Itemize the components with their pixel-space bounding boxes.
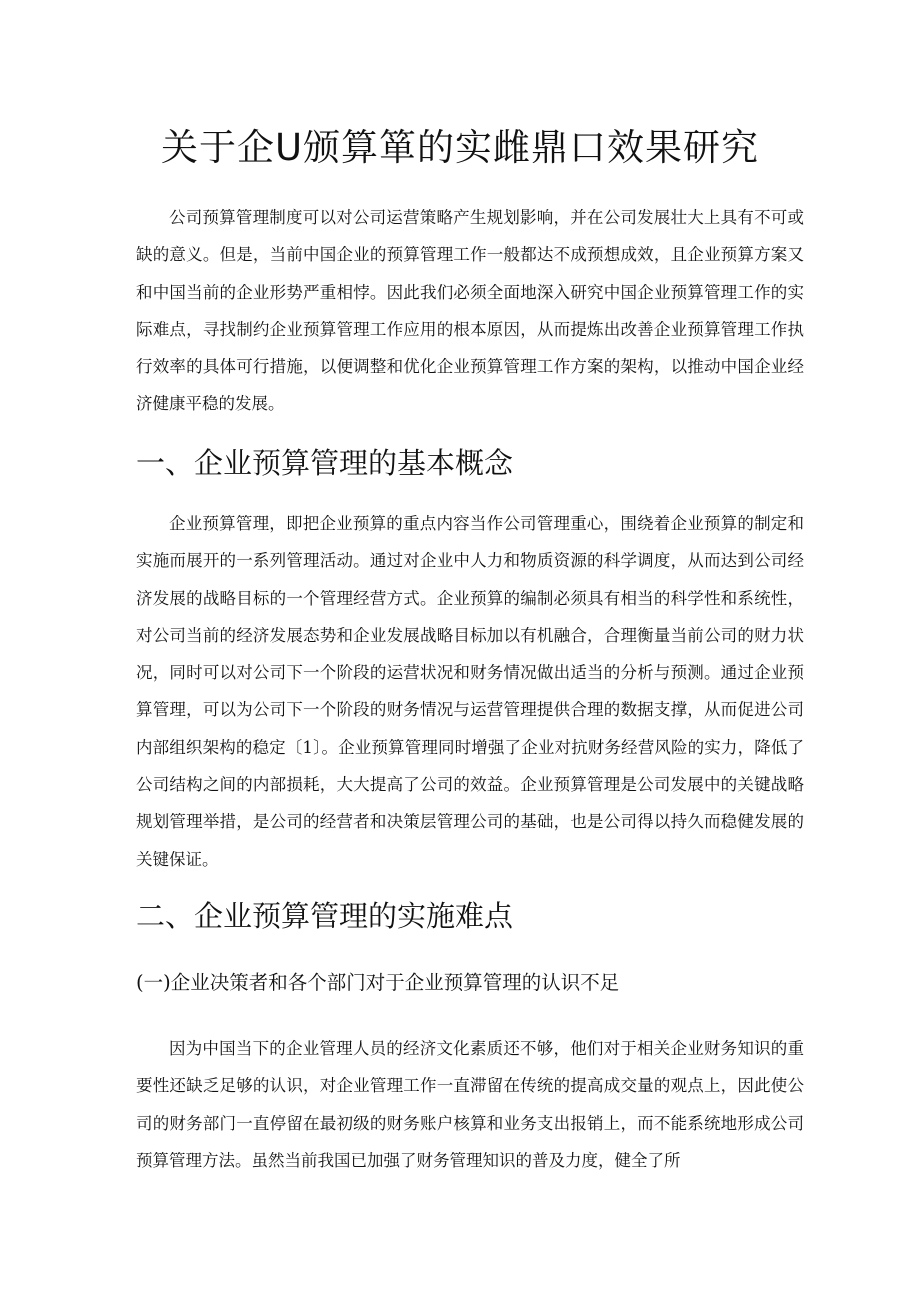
document-title: 关于企U颁算箪的实雌鼎口效果研究 <box>160 126 760 169</box>
section-paragraph-basic-concept: 企业预算管理，即把企业预算的重点内容当作公司管理重心，围绕着企业预算的制定和实施而展开的一系列管理活动。通过对企业中人力和物质资源的科学调度，从而达到公司经济发展的战略目标的一个管理经营方式。企业预算的编制必须具有相当的科学性和系统性，对公司当前的经济发展态势和企业发展战略目标加以有机融合，合理衡量当前公司的财力状况，同时可以对公司下一个阶段的运营状况和财务情况做出适当的分析与预测。通过企业预算管理，可以为公司下一个阶段的财务情况与运营管理提供合理的数据支撑，从而促进公司内部组织架构的稳定〔1〕。企业预算管理同时增强了企业对抗财务经营风险的实力，降低了公司结构之间的内部损耗，大大提高了公司的效益。企业预算管理是公司发展中的关键战略规划管理举措，是公司的经营者和决策层管理公司的基础，也是公司得以持久而稳健发展的关键保证。 <box>136 514 804 869</box>
subsection-heading-insufficient-awareness: (一)企业决策者和各个部门对于企业预算管理的认识不足 <box>136 971 620 994</box>
section-heading-basic-concept: 一、企业预算管理的基本概念 <box>136 446 514 480</box>
section-heading-implementation-difficulties: 二、企业预算管理的实施难点 <box>136 899 514 933</box>
intro-paragraph: 公司预算管理制度可以对公司运营策略产生规划影响，并在公司发展壮大上具有不可或缺的意义。但是，当前中国企业的预算管理工作一般都达不成预想成效，且企业预算方案又和中国当前的企业形势严重相悖。因此我们必须全面地深入研究中国企业预算管理工作的实际难点，寻找制约企业预算管理工作应用的根本原因，从而提炼出改善企业预算管理工作执行效率的具体可行措施，以便调整和优化企业预算管理工作方案的架构，以推动中国企业经济健康平稳的发展。 <box>136 208 804 414</box>
subsection-paragraph-insufficient-awareness: 因为中国当下的企业管理人员的经济文化素质还不够，他们对于相关企业财务知识的重要性还缺乏足够的认识，对企业管理工作一直滞留在传统的提高成交量的观点上，因此使公司的财务部门一直停留在最初级的财务账户核算和业务支出报销上，而不能系统地形成公司预算管理方法。虽然当前我国已加强了财务管理知识的普及力度，健全了所 <box>136 1039 804 1170</box>
